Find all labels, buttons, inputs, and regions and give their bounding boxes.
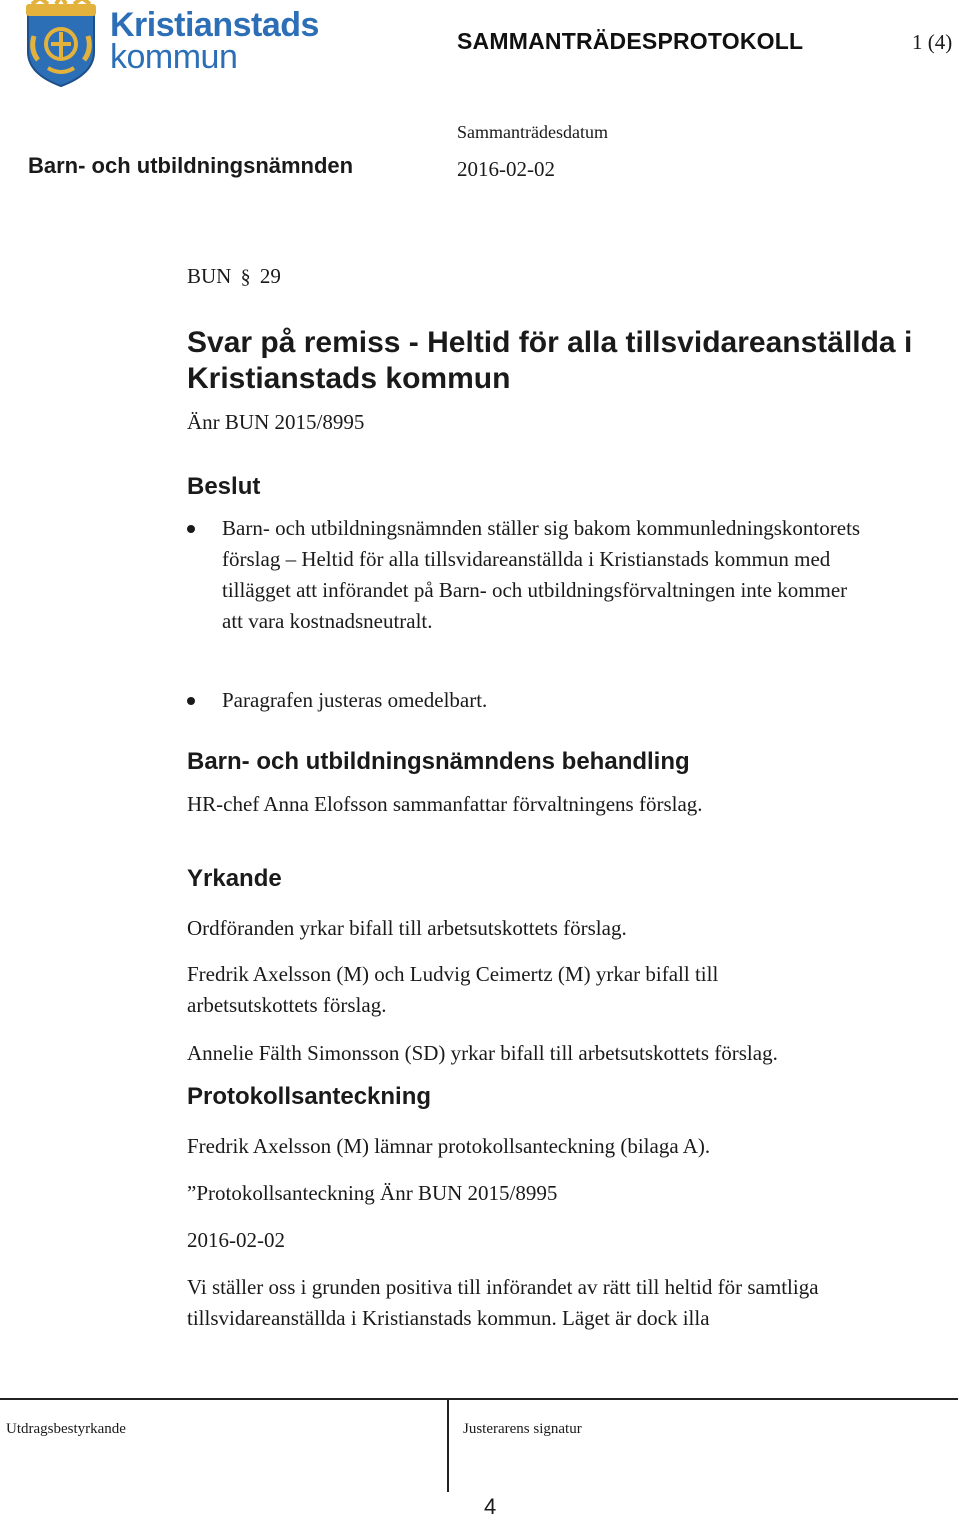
committee-name: Barn- och utbildningsnämnden [28,153,354,178]
coat-of-arms-icon [22,0,100,88]
yrkande-paragraph: Annelie Fälth Simonsson (SD) yrkar bifall till arbetsutskottets förslag. [187,1041,778,1065]
page-number: 1 (4) [912,30,953,54]
footer-certification-label: Utdragsbestyrkande [6,1421,126,1437]
section-heading-yrkande: Yrkande [187,865,282,892]
section-heading-behandling: Barn- och utbildningsnämndens behandling [187,748,690,775]
list-item [222,685,862,716]
paragraph-prefix: BUN [187,264,232,288]
list-item-text: Barn- och utbildningsnämnden ställer sig bakom kommunledningskontorets förslag – Heltid för alla tillsvidareanställda i Kristianstads kommun med tillägget att införandet på Barn- och utbildningsförvaltningen inte kommer att vara kostnadsneutralt. [222,516,861,633]
section-heading-beslut: Beslut [187,473,261,500]
municipality-logo [22,0,319,92]
behandling-text: HR-chef Anna Elofsson sammanfattar förvaltningens förslag. [187,792,703,816]
meeting-date: 2016-02-02 [457,157,555,181]
case-reference: Änr BUN 2015/8995 [187,410,365,434]
bullet-icon [187,525,195,533]
footer-signature-label: Justerarens signatur [463,1421,582,1437]
paragraph-number [187,264,281,289]
document-type: SAMMANTRÄDESPROTOKOLL [457,28,804,54]
paragraph-value: 29 [259,264,281,288]
logo-wordmark-line1: Kristianstads [110,6,319,44]
meeting-date-label: Sammanträdesdatum [457,122,608,142]
footer-rule [0,1398,958,1400]
section-sign: § [240,266,251,288]
protokoll-paragraph: ”Protokollsanteckning Änr BUN 2015/8995 [187,1181,558,1205]
list-item [222,513,862,637]
logo-wordmark-line2: kommun [110,38,238,76]
list-item-text: Paragrafen justeras omedelbart. [222,688,488,712]
yrkande-paragraph: Fredrik Axelsson (M) och Ludvig Ceimertz (M) yrkar bifall till arbetsutskottets förslag. [187,962,719,1017]
protokoll-paragraph: Vi ställer oss i grunden positiva till införandet av rätt till heltid för samtliga tillsvidareanställda i Kristianstads kommun. Läget är dock illa [187,1275,819,1330]
protokoll-paragraph: Fredrik Axelsson (M) lämnar protokollsanteckning (bilaga A). [187,1134,711,1158]
section-heading-protokollsanteckning: Protokollsanteckning [187,1083,432,1110]
yrkande-paragraph: Ordföranden yrkar bifall till arbetsutskottets förslag. [187,916,627,940]
bullet-icon [187,697,195,705]
protokoll-paragraph: 2016-02-02 [187,1228,285,1252]
footer-number: 4 [484,1494,497,1519]
footer-divider [447,1398,449,1492]
case-title: Svar på remiss - Heltid för alla tillsvidareanställda i Kristianstads kommun [187,326,913,395]
